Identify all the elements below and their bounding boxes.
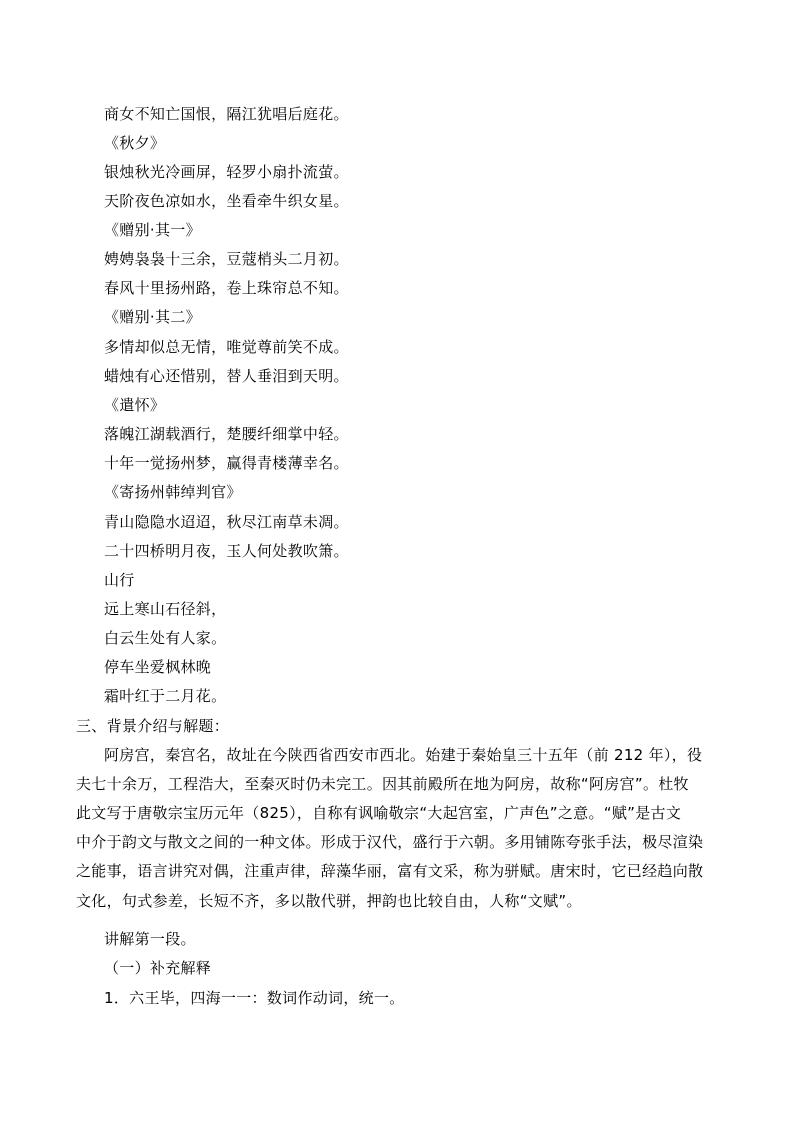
- poem-line: 蜡烛有心还惜别，替人垂泪到天明。: [104, 367, 349, 385]
- poem-line: 春风十里扬州路，卷上珠帘总不知。: [104, 279, 349, 297]
- poem-line: 落魄江湖载酒行，楚腰纤细掌中轻。: [104, 425, 349, 443]
- subsection-heading: （一）补充解释: [104, 959, 212, 977]
- background-paragraph-line: 之能事，语言讲究对偶，注重声律，辞藻华丽，富有文采，称为骈赋。唐宋时，它已经趋向散: [76, 862, 704, 880]
- background-paragraph-line: 文化，句式参差，长短不齐，多以散代骈，押韵也比较自由，人称“文赋”。: [76, 892, 582, 910]
- section-heading: 三、背景介绍与解题：: [76, 717, 230, 735]
- poem-line: 多情却似总无情，唯觉尊前笑不成。: [104, 338, 349, 356]
- poem-line: 二十四桥明月夜，玉人何处教吹箫。: [104, 542, 349, 560]
- poem-title: 《寄扬州韩绰判官》: [104, 483, 242, 501]
- poem-line: 青山隐隐水迢迢，秋尽江南草未凋。: [104, 513, 349, 531]
- poem-title: 《赠别·其二》: [104, 308, 201, 326]
- background-paragraph-line: 夫七十余万，工程浩大，至秦灭时仍未完工。因其前殿所在地为阿房，故称“阿房宫”。杜牧: [76, 775, 689, 793]
- poem-line: 霜叶红于二月花。: [104, 687, 227, 705]
- poem-title: 《遣怀》: [104, 396, 166, 414]
- poem-line: 娉娉袅袅十三余，豆蔻梢头二月初。: [104, 250, 349, 268]
- background-paragraph-line: 此文写于唐敬宗宝历元年（825），自称有讽喻敬宗“大起宫室，广声色”之意。“赋”是古文: [76, 804, 682, 822]
- poem-title: 《赠别·其一》: [104, 221, 201, 239]
- poem-line: 天阶夜色凉如水，坐看牵牛织女星。: [104, 192, 349, 210]
- poem-line: 商女不知亡国恨，隔江犹唱后庭花。: [104, 105, 349, 123]
- background-paragraph-line: 中介于韵文与散文之间的一种文体。形成于汉代，盛行于六朝。多用铺陈夸张手法，极尽渲染: [76, 833, 704, 851]
- poem-line: 银烛秋光冷画屏，轻罗小扇扑流萤。: [104, 163, 349, 181]
- poem-title: 山行: [104, 571, 135, 589]
- poem-line: 远上寒山石径斜，: [104, 600, 227, 618]
- poem-line: 十年一觉扬州梦，赢得青楼薄幸名。: [104, 454, 349, 472]
- background-paragraph-line: 阿房宫，秦宫名，故址在今陕西省西安市西北。始建于秦始皇三十五年（前 212 年），役: [104, 746, 703, 764]
- poem-title: 《秋夕》: [104, 134, 166, 152]
- poem-line: 停车坐爱枫林晚: [104, 658, 212, 676]
- lecture-label: 讲解第一段。: [104, 930, 196, 948]
- note-item: 1．六王毕，四海一一：数词作动词，统一。: [104, 989, 405, 1007]
- poem-line: 白云生处有人家。: [104, 629, 227, 647]
